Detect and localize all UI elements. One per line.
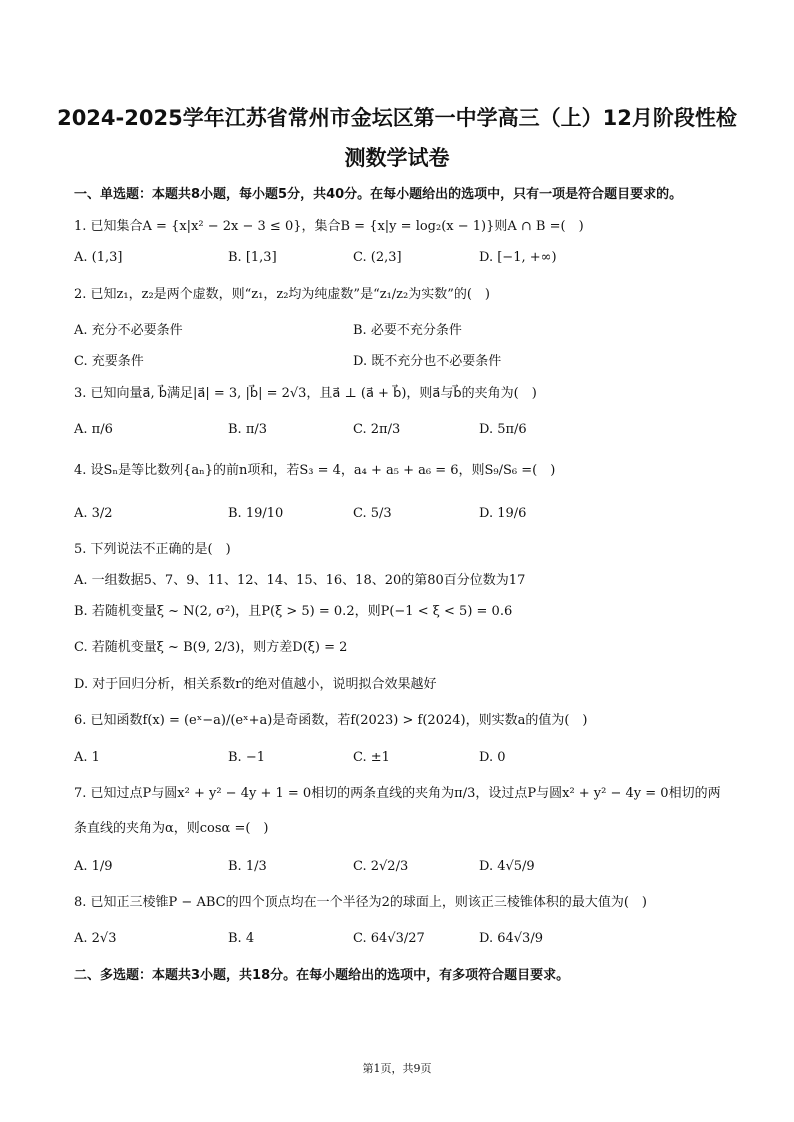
question-8-option-d: D. 64√3/9 — [479, 931, 543, 946]
question-2-stem: 2. 已知z₁，z₂是两个虚数，则“z₁，z₂均为纯虚数”是“z₁/z₂为实数”的( ) — [74, 287, 491, 302]
question-3-option-a: A. π/6 — [74, 422, 113, 437]
question-3-option-c: C. 2π/3 — [353, 422, 401, 437]
question-2-option-d: D. 既不充分也不必要条件 — [353, 354, 502, 369]
question-7-option-b: B. 1/3 — [228, 859, 267, 874]
question-5-option-b: B. 若随机变量ξ ~ N(2, σ²)，且P(ξ > 5) = 0.2，则P(−1 < ξ < 5) = 0.6 — [74, 604, 513, 619]
question-1-option-a: A. (1,3] — [74, 250, 123, 265]
page-footer: 第1页，共9页 — [362, 1062, 432, 1075]
question-7-stem-line2: 条直线的夹角为α，则cosα =( ) — [74, 821, 269, 836]
question-3-stem: 3. 已知向量a⃗, b⃗满足|a⃗| = 3, |b⃗| = 2√3，且a⃗ ⊥ (a⃗ + b⃗)，则a⃗与b⃗的夹角为( ) — [74, 386, 537, 401]
section-heading-multiple-choice: 二、多选题：本题共3小题，共18分。在每小题给出的选项中，有多项符合题目要求。 — [74, 968, 570, 983]
exam-title-line2: 测数学试卷 — [344, 146, 450, 170]
question-8-option-c: C. 64√3/27 — [353, 931, 425, 946]
question-7-option-d: D. 4√5/9 — [479, 859, 535, 874]
question-5-option-d: D. 对于回归分析，相关系数r的绝对值越小，说明拟合效果越好 — [74, 677, 437, 692]
question-4-option-b: B. 19/10 — [228, 506, 284, 521]
question-1-option-d: D. [−1, +∞) — [479, 250, 557, 265]
question-5-option-c: C. 若随机变量ξ ~ B(9, 2/3)，则方差D(ξ) = 2 — [74, 640, 348, 655]
question-6-option-b: B. −1 — [228, 750, 265, 765]
question-5-option-a: A. 一组数据5、7、9、11、12、14、15、16、18、20的第80百分位数为17 — [74, 573, 526, 588]
question-7-option-a: A. 1/9 — [74, 859, 113, 874]
question-2-option-c: C. 充要条件 — [74, 354, 144, 369]
question-1-stem: 1. 已知集合A = {x|x² − 2x − 3 ≤ 0}，集合B = {x|y = log₂(x − 1)}则A ∩ B =( ) — [74, 219, 584, 234]
question-5-stem: 5. 下列说法不正确的是( ) — [74, 542, 231, 557]
exam-title-line1: 2024-2025学年江苏省常州市金坛区第一中学高三（上）12月阶段性检 — [57, 106, 737, 130]
question-6-option-a: A. 1 — [74, 750, 100, 765]
question-6-option-d: D. 0 — [479, 750, 506, 765]
question-7-option-c: C. 2√2/3 — [353, 859, 409, 874]
question-3-option-d: D. 5π/6 — [479, 422, 527, 437]
question-7-stem-line1: 7. 已知过点P与圆x² + y² − 4y + 1 = 0相切的两条直线的夹角为π/3，设过点P与圆x² + y² − 4y = 0相切的两 — [74, 786, 721, 801]
question-4-option-c: C. 5/3 — [353, 506, 392, 521]
question-1-option-b: B. [1,3] — [228, 250, 277, 265]
question-1-option-c: C. (2,3] — [353, 250, 402, 265]
question-2-option-b: B. 必要不充分条件 — [353, 323, 462, 338]
question-8-stem: 8. 已知正三棱锥P − ABC的四个顶点均在一个半径为2的球面上，则该正三棱锥体积的最大值为( ) — [74, 895, 647, 910]
question-8-option-b: B. 4 — [228, 931, 255, 946]
question-4-stem: 4. 设Sₙ是等比数列{aₙ}的前n项和，若S₃ = 4，a₄ + a₅ + a₆ = 6，则S₉/S₆ =( ) — [74, 463, 556, 478]
question-3-option-b: B. π/3 — [228, 422, 268, 437]
section-heading-single-choice: 一、单选题：本题共8小题，每小题5分，共40分。在每小题给出的选项中，只有一项是符合题目要求的。 — [74, 187, 683, 202]
question-6-option-c: C. ±1 — [353, 750, 390, 765]
question-4-option-d: D. 19/6 — [479, 506, 527, 521]
question-4-option-a: A. 3/2 — [74, 506, 113, 521]
question-8-option-a: A. 2√3 — [74, 931, 117, 946]
question-6-stem: 6. 已知函数f(x) = (eˣ−a)/(eˣ+a)是奇函数，若f(2023) > f(2024)，则实数a的值为( ) — [74, 713, 588, 728]
question-2-option-a: A. 充分不必要条件 — [74, 323, 183, 338]
